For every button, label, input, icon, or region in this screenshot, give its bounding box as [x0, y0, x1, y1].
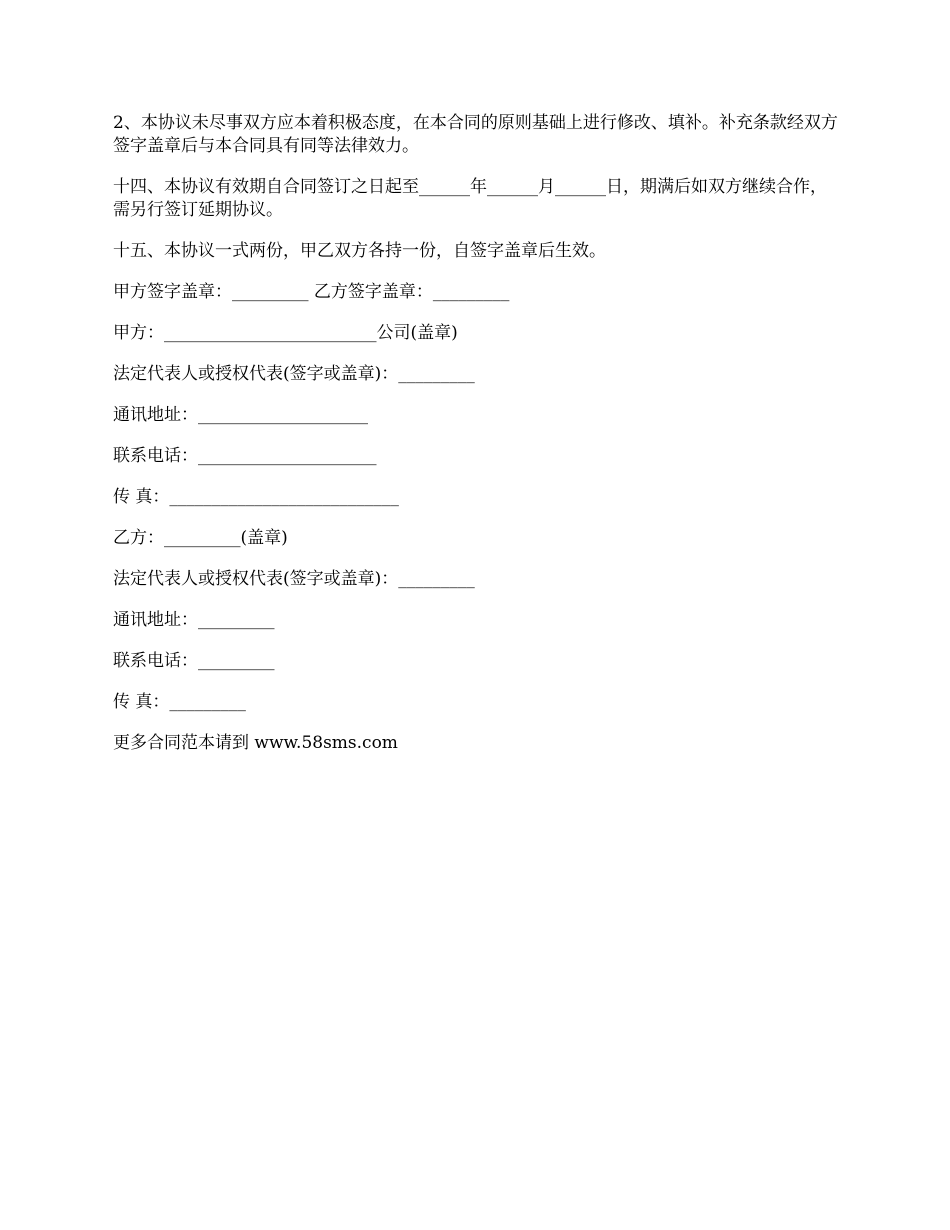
party-a-company: 甲方：_________________________公司(盖章) — [113, 323, 458, 343]
party-b-fax: 传 真：_________ — [113, 692, 246, 712]
party-a-address: 通讯地址：____________________ — [113, 405, 368, 425]
party-a-representative: 法定代表人或授权代表(签字或盖章)：_________ — [113, 364, 475, 384]
party-b-address: 通讯地址：_________ — [113, 610, 275, 630]
footer-more-templates-link: 更多合同范本请到 www.58sms.com — [113, 733, 398, 753]
signature-line-both-parties: 甲方签字盖章：_________ 乙方签字盖章：_________ — [113, 282, 510, 302]
clause-supplementary-terms: 2、本协议未尽事双方应本着积极态度，在本合同的原则基础上进行修改、填补。补充条款经双方签字盖章后与本合同具有同等法律效力。 — [113, 113, 838, 156]
clause-14-validity-period: 十四、本协议有效期自合同签订之日起至______年______月______日，期满后如双方继续合作，需另行签订延期协议。 — [113, 177, 827, 220]
party-b-representative: 法定代表人或授权代表(签字或盖章)：_________ — [113, 569, 475, 589]
party-a-fax: 传 真：___________________________ — [113, 487, 399, 507]
clause-15-copies: 十五、本协议一式两份，甲乙双方各持一份，自签字盖章后生效。 — [113, 241, 606, 261]
document-body — [113, 112, 843, 773]
party-b-phone: 联系电话：_________ — [113, 651, 275, 671]
party-b-company: 乙方：_________(盖章) — [113, 528, 288, 548]
party-a-phone: 联系电话：_____________________ — [113, 446, 377, 466]
